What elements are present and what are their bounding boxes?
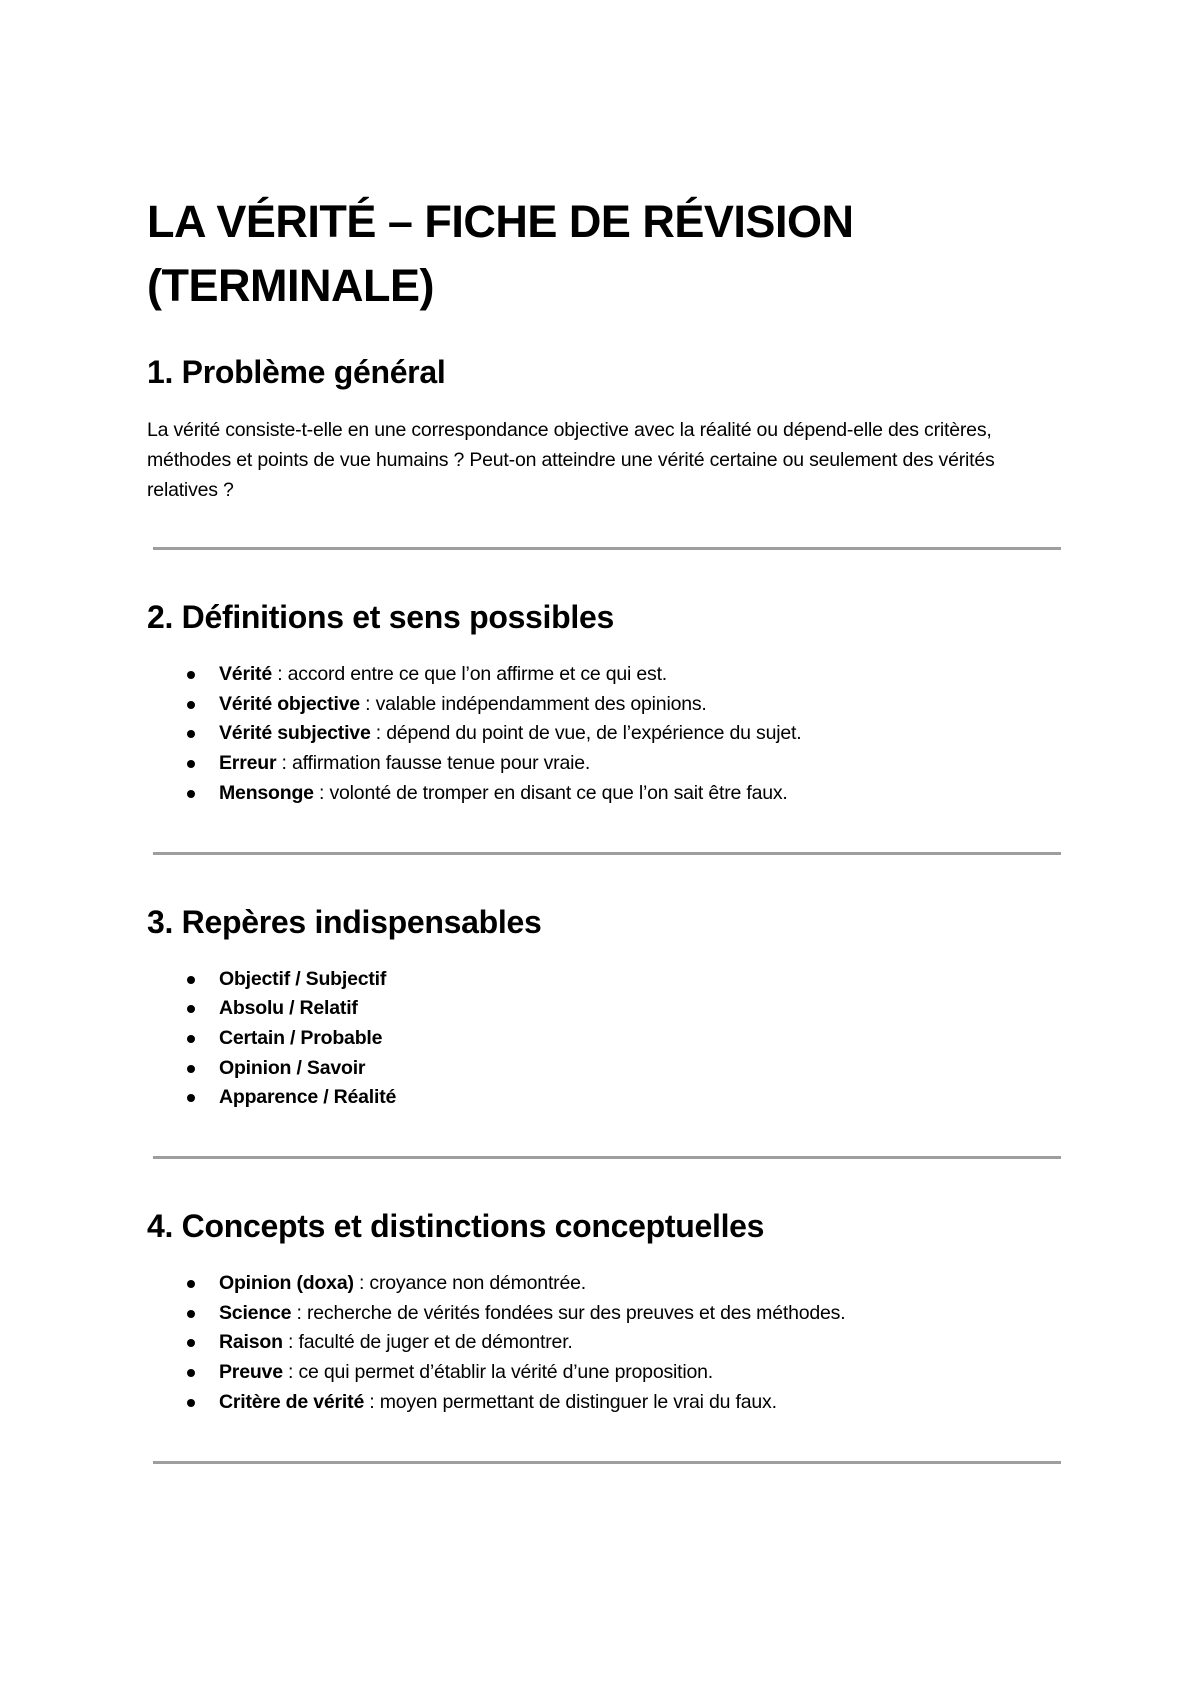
- item-text: : recherche de vérités fondées sur des preuves et des méthodes.: [291, 1301, 846, 1324]
- bullet-icon: [187, 730, 195, 738]
- item-text: : croyance non démontrée.: [353, 1272, 586, 1295]
- section-divider: [153, 547, 1061, 550]
- item-term: Preuve: [219, 1361, 283, 1384]
- item-term: Opinion (doxa): [219, 1272, 354, 1295]
- bullet-icon: [187, 1310, 195, 1318]
- list-item: [147, 660, 1063, 690]
- item-term: Critère de vérité: [219, 1390, 365, 1413]
- list-item: [147, 1299, 1063, 1329]
- list-item: [147, 749, 1063, 779]
- bullet-icon: [187, 1005, 195, 1013]
- definitions-list: [147, 660, 1063, 809]
- bullet-icon: [187, 760, 195, 768]
- bullet-icon: [187, 1369, 195, 1377]
- item-term: Vérité subjective: [219, 722, 371, 745]
- bullet-icon: [187, 976, 195, 984]
- bullet-icon: [187, 1035, 195, 1043]
- item-term: Certain / Probable: [219, 1026, 383, 1049]
- item-term: Objectif / Subjectif: [219, 967, 387, 990]
- section-heading-reperes: 3. Repères indispensables: [147, 903, 542, 940]
- list-item: [147, 1269, 1063, 1299]
- item-text: : ce qui permet d’établir la vérité d’une proposition.: [282, 1361, 714, 1384]
- item-term: Apparence / Réalité: [219, 1086, 397, 1109]
- item-text: : accord entre ce que l’on affirme et ce qui est.: [272, 663, 668, 685]
- list-item: [147, 779, 1063, 809]
- item-text: : faculté de juger et de démontrer.: [282, 1331, 573, 1354]
- list-item: [147, 1083, 1063, 1113]
- item-term: Opinion / Savoir: [219, 1056, 366, 1079]
- list-item: [147, 1054, 1063, 1084]
- item-text: : moyen permettant de distinguer le vrai du faux.: [364, 1390, 777, 1413]
- item-term: Raison: [219, 1331, 283, 1354]
- item-text: : affirmation fausse tenue pour vraie.: [276, 752, 591, 775]
- section-divider: [153, 1156, 1061, 1159]
- bullet-icon: [187, 1094, 195, 1102]
- item-term: Mensonge: [219, 781, 314, 804]
- list-item: [147, 1358, 1063, 1388]
- list-item: [147, 690, 1063, 720]
- section-heading-definitions: 2. Définitions et sens possibles: [147, 599, 614, 635]
- item-term: Vérité objective: [219, 692, 360, 715]
- item-term: Science: [219, 1301, 292, 1324]
- section-divider: [153, 1461, 1061, 1464]
- item-text: : dépend du point de vue, de l’expérience du sujet.: [370, 722, 802, 745]
- bullet-icon: [187, 671, 195, 679]
- list-item: [147, 994, 1063, 1024]
- list-item: [147, 1024, 1063, 1054]
- item-text: : volonté de tromper en disant ce que l’on sait être faux.: [313, 781, 788, 804]
- bullet-icon: [187, 701, 195, 709]
- document-page: [147, 190, 1063, 1464]
- section-paragraph-probleme: La vérité consiste-t-elle en une correspondance objective avec la réalité ou dépend-elle des critères, méthodes et points de vue humains ? Peut-on atteindre une vérité certaine ou seulement des vérités relatives ?: [147, 419, 995, 501]
- section-heading-probleme: 1. Problème général: [147, 354, 446, 390]
- bullet-icon: [187, 1065, 195, 1073]
- reperes-list: [147, 965, 1063, 1114]
- item-term: Erreur: [219, 752, 277, 775]
- item-term: Vérité: [219, 663, 272, 685]
- document-title: LA VÉRITÉ – FICHE DE RÉVISION (TERMINALE): [147, 196, 854, 311]
- list-item: [147, 1328, 1063, 1358]
- bullet-icon: [187, 1399, 195, 1407]
- bullet-icon: [187, 1339, 195, 1347]
- bullet-icon: [187, 1280, 195, 1288]
- section-divider: [153, 852, 1061, 855]
- item-text: : valable indépendamment des opinions.: [359, 692, 707, 715]
- list-item: [147, 1388, 1063, 1418]
- list-item: [147, 965, 1063, 995]
- section-heading-concepts: 4. Concepts et distinctions conceptuelles: [147, 1208, 765, 1245]
- bullet-icon: [187, 790, 195, 798]
- concepts-list: [147, 1269, 1063, 1418]
- item-term: Absolu / Relatif: [219, 997, 358, 1020]
- list-item: [147, 719, 1063, 749]
